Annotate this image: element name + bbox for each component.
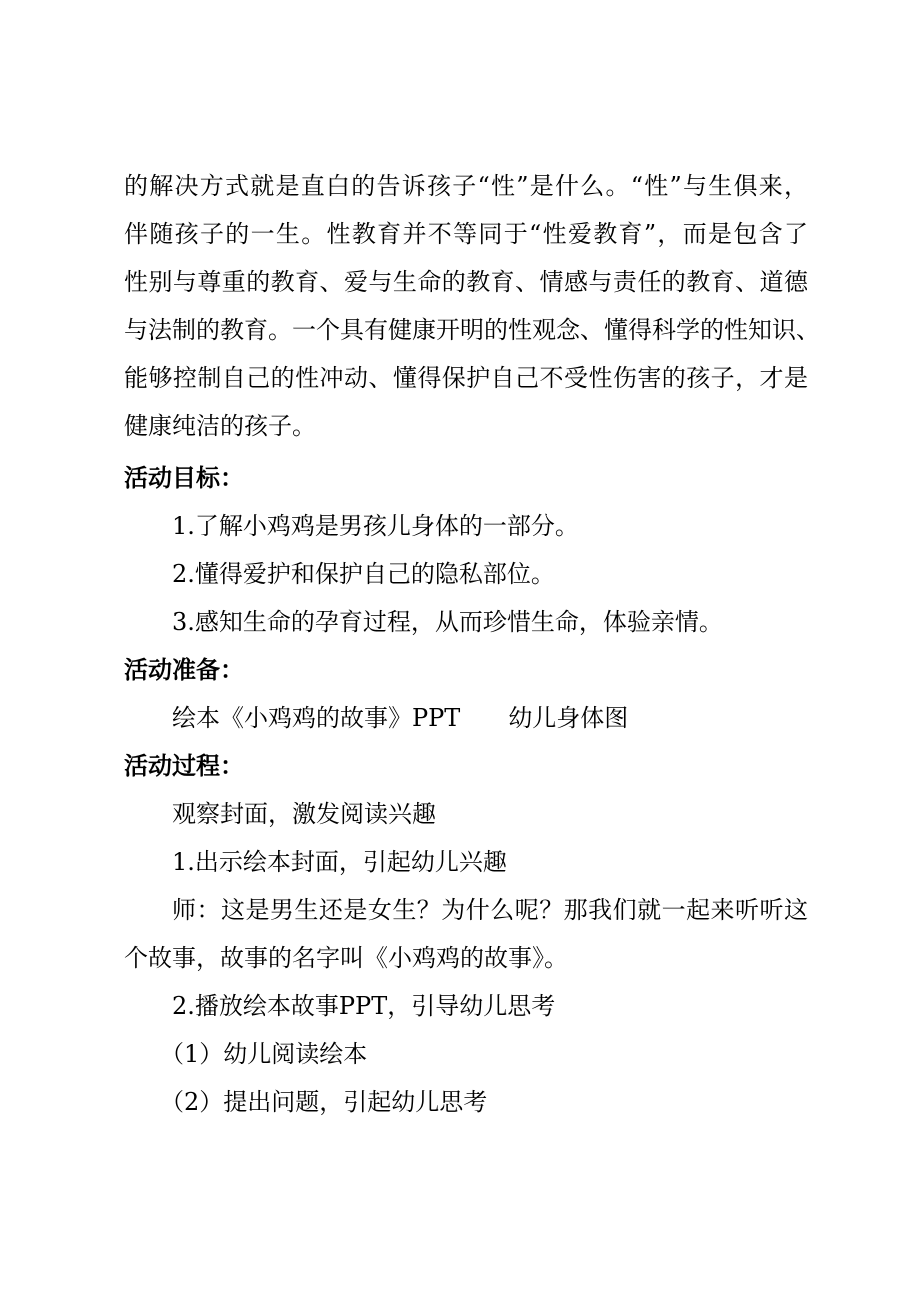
process-sub-1: （1）幼儿阅读绘本: [160, 1040, 368, 1068]
process-step-observe: 观察封面，激发阅读兴趣: [172, 800, 436, 828]
intro-line-4: 与法制的教育。一个具有健康开明的性观念、懂得科学的性知识、: [124, 316, 820, 344]
goal-item-2: 2.懂得爱护和保护自己的隐私部位。: [172, 560, 555, 588]
intro-line-5: 能够控制自己的性冲动、懂得保护自己不受性伤害的孩子，才是: [124, 364, 808, 392]
intro-line-2: 伴随孩子的一生。性教育并不等同于“性爱教育”，而是包含了: [124, 220, 808, 248]
goal-item-3: 3.感知生命的孕育过程，从而珍惜生命，体验亲情。: [172, 608, 723, 636]
preparation-heading: 活动准备：: [124, 656, 244, 684]
preparation-items: [172, 694, 628, 742]
intro-line-3: 性别与尊重的教育、爱与生命的教育、情感与责任的教育、道德: [124, 268, 808, 296]
intro-line-6: 健康纯洁的孩子。: [124, 412, 316, 440]
teacher-line-1: 师：这是男生还是女生？为什么呢？那我们就一起来听听这: [172, 896, 808, 924]
intro-line-1: 的解决方式就是直白的告诉孩子“性”是什么。“性”与生俱来，: [124, 172, 808, 200]
process-step-2: 2.播放绘本故事PPT，引导幼儿思考: [172, 992, 556, 1020]
preparation-item-body-chart: 幼儿身体图: [508, 704, 629, 732]
process-heading: 活动过程：: [124, 752, 244, 780]
goals-heading: 活动目标：: [124, 464, 244, 492]
goal-item-1: 1.了解小鸡鸡是男孩儿身体的一部分。: [172, 512, 579, 540]
preparation-item-picture-book: 绘本《小鸡鸡的故事》PPT: [172, 704, 461, 732]
process-step-1: 1.出示绘本封面，引起幼儿兴趣: [172, 848, 507, 876]
process-sub-2: （2）提出问题，引起幼儿思考: [160, 1088, 488, 1116]
teacher-line-2: 个故事，故事的名字叫《小鸡鸡的故事》。: [124, 944, 568, 972]
